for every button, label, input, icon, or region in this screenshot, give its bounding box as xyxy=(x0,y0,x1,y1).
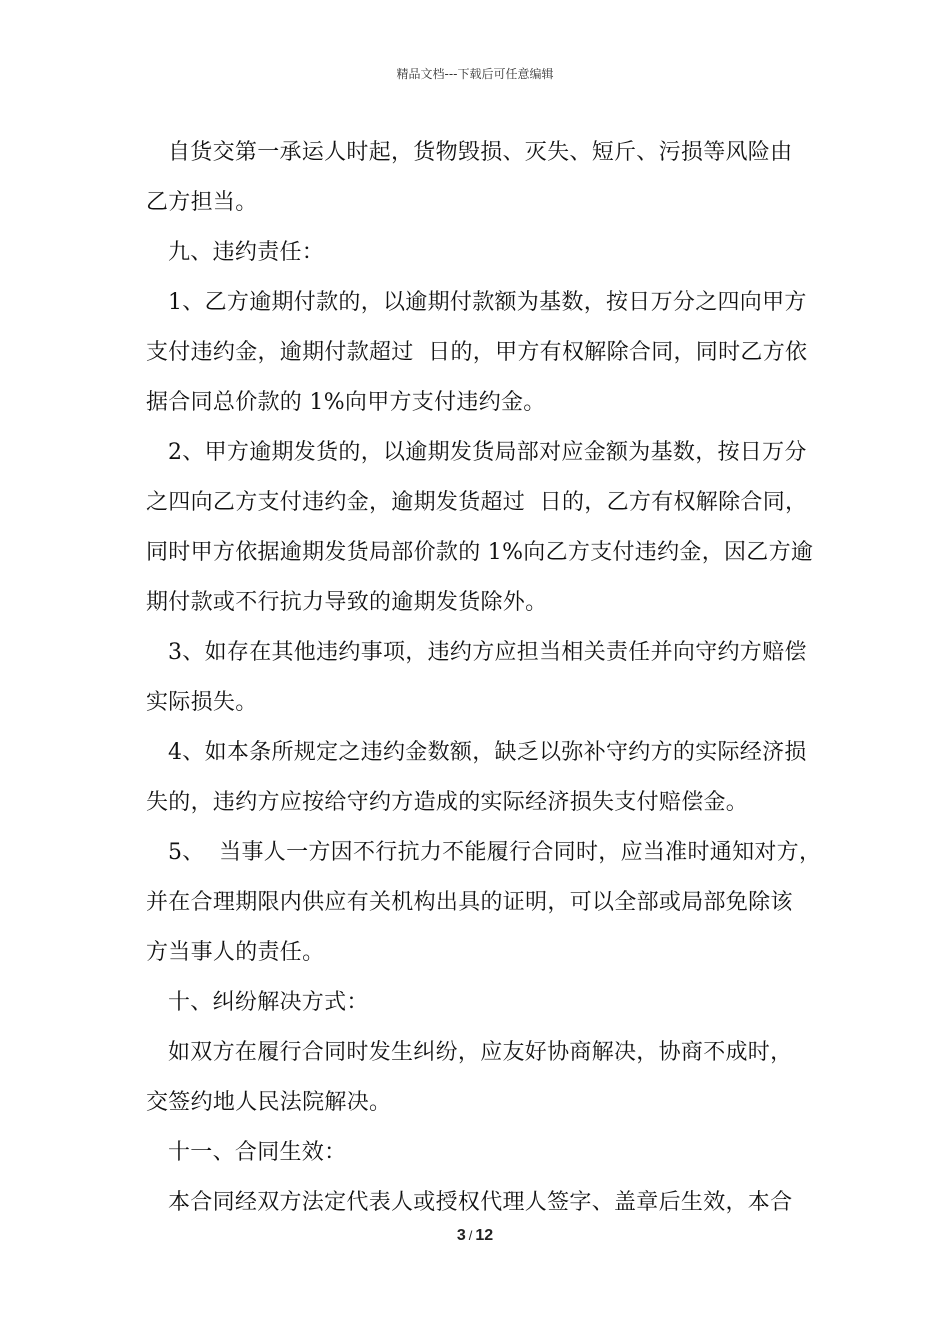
section-heading: 十、纠纷解决方式： xyxy=(168,990,369,1015)
total-pages: 12 xyxy=(475,1227,494,1244)
text-line: 方当事人的责任。 xyxy=(146,940,325,965)
text-line: 2、甲方逾期发货的，以逾期发货局部对应金额为基数，按日万分 xyxy=(168,440,807,465)
document-body xyxy=(146,128,822,1228)
text-line: 期付款或不行抗力导致的逾期发货除外。 xyxy=(146,590,548,615)
text-line: 并在合理期限内供应有关机构出具的证明，可以全部或局部免除该 xyxy=(146,890,793,915)
text-line: 4、如本条所规定之违约金数额，缺乏以弥补守约方的实际经济损 xyxy=(168,740,807,765)
text-line: 如双方在履行合同时发生纠纷，应友好协商解决，协商不成时， xyxy=(168,1040,793,1065)
text-line: 失的，违约方应按给守约方造成的实际经济损失支付赔偿金。 xyxy=(146,790,749,815)
text-line: 支付违约金，逾期付款超过 日的，甲方有权解除合同，同时乙方依 xyxy=(146,340,808,365)
page-separator: / xyxy=(468,1228,473,1243)
text-line: 交签约地人民法院解决。 xyxy=(146,1090,392,1115)
text-line: 实际损失。 xyxy=(146,690,258,715)
text-line: 乙方担当。 xyxy=(146,190,258,215)
text-line: 1、乙方逾期付款的，以逾期付款额为基数，按日万分之四向甲方 xyxy=(168,290,807,315)
text-line: 3、如存在其他违约事项，违约方应担当相关责任并向守约方赔偿 xyxy=(168,640,807,665)
text-line: 5、 当事人一方因不行抗力不能履行合同时，应当准时通知对方， xyxy=(168,840,822,865)
section-heading: 十一、合同生效： xyxy=(168,1140,347,1165)
section-heading: 九、违约责任： xyxy=(168,240,325,265)
page-header: 精品文档---下载后可任意编辑 xyxy=(396,67,554,81)
text-line: 之四向乙方支付违约金，逾期发货超过 日的，乙方有权解除合同， xyxy=(146,490,808,515)
text-line: 自货交第一承运人时起，货物毁损、灭失、短斤、污损等风险由 xyxy=(168,140,793,165)
text-line: 同时甲方依据逾期发货局部价款的 1%向乙方支付违约金，因乙方逾 xyxy=(146,540,814,565)
text-line: 本合同经双方法定代表人或授权代理人签字、盖章后生效，本合 xyxy=(168,1190,793,1215)
current-page: 3 xyxy=(456,1227,466,1244)
text-line: 据合同总价款的 1%向甲方支付违约金。 xyxy=(146,390,546,415)
page-number xyxy=(0,1226,950,1246)
